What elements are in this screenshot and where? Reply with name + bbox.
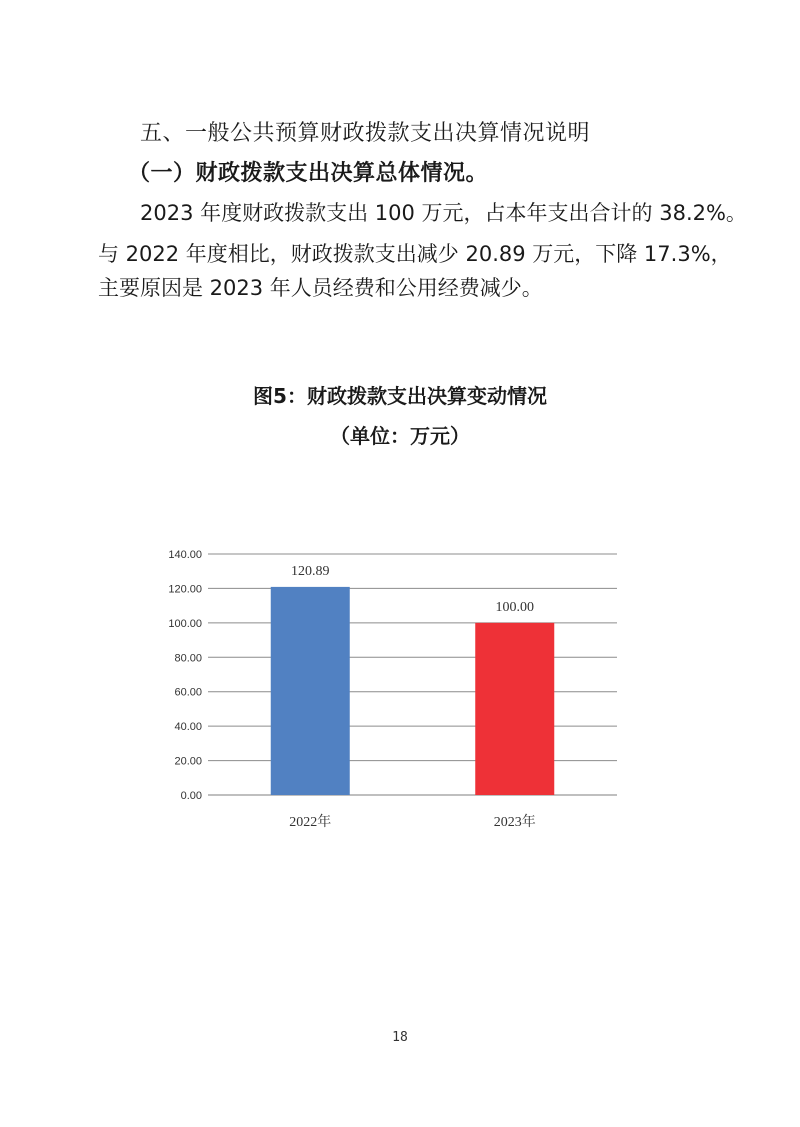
y-tick-label: 100.00 [168,617,202,630]
data-label: 120.89 [291,563,330,579]
y-tick-label: 60.00 [174,686,202,699]
y-tick-label: 40.00 [174,721,202,734]
y-tick-label: 80.00 [174,652,202,665]
page-number: 18 [392,1030,408,1045]
bar [475,623,554,795]
paragraph-line-2: 与 2022 年度相比，财政拨款支出减少 20.89 万元，下降 17.3%， [98,242,732,266]
x-tick-label: 2022年 [289,815,332,830]
y-tick-label: 140.00 [168,549,202,561]
chart-title: 图5：财政拨款支出决算变动情况 [253,384,547,408]
paragraph-line-1: 2023 年度财政拨款支出 100 万元，占本年支出合计的 38.2%。 [140,201,747,225]
chart-unit: （单位：万元） [330,424,470,448]
subsection-heading: （一）财政拨款支出决算总体情况。 [128,161,489,186]
paragraph-line-3: 主要原因是 2023 年人员经费和公用经费减少。 [98,276,543,300]
y-tick-label: 20.00 [174,755,202,768]
x-tick-label: 2023年 [493,815,536,830]
section-heading: 五、一般公共预算财政拨款支出决算情况说明 [140,121,591,146]
y-tick-label: 0.00 [180,790,202,802]
y-tick-label: 120.00 [168,583,202,596]
data-label: 100.00 [495,599,534,615]
bar [271,587,350,795]
